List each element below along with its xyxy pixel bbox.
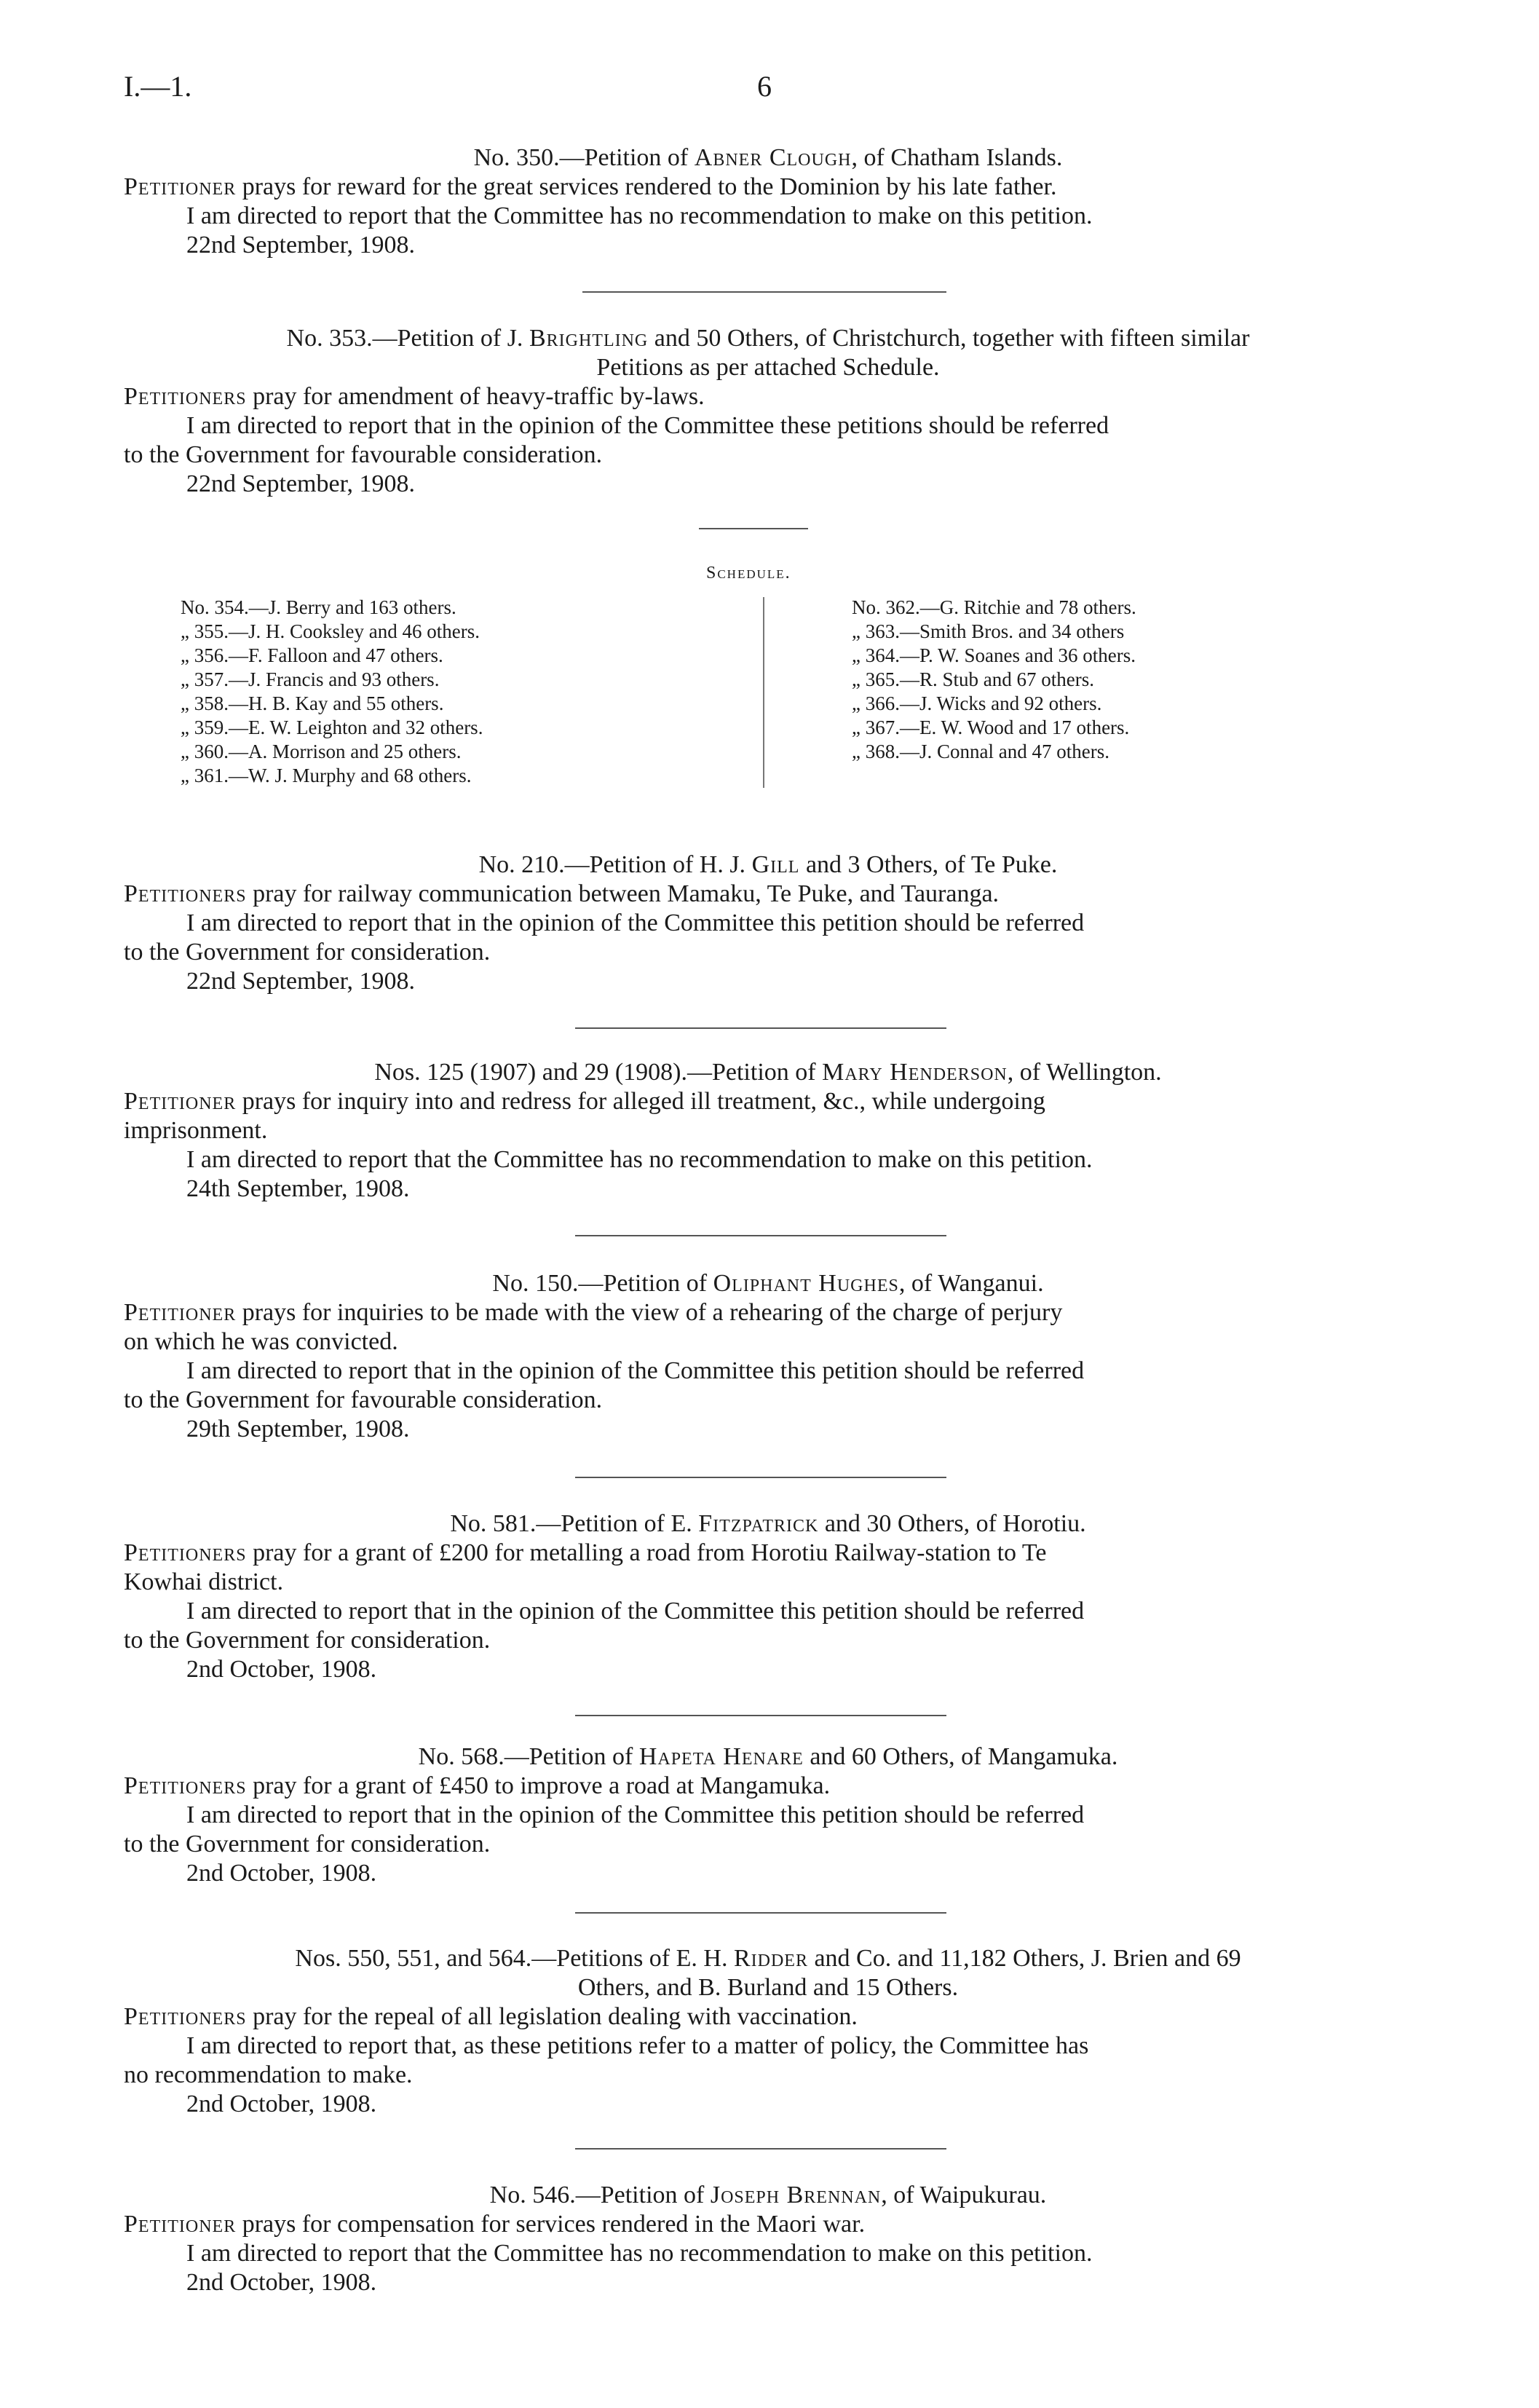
separator-rule [575,2148,946,2150]
schedule-divider [763,597,764,788]
petition-title: Nos. 125 (1907) and 29 (1908).—Petition of Mary Henderson, of Wellington. [374,1059,1162,1086]
separator-rule [582,291,946,293]
petition-prayer-continued: on which he was convicted. [124,1328,398,1355]
petition-report: I am directed to report that the Committee has no recommendation to make on this petition. [186,2240,1093,2267]
schedule-item: „ 361.—W. J. Murphy and 68 others. [181,765,472,786]
petition-date: 2nd October, 1908. [186,2269,377,2296]
petition-title: No. 150.—Petition of Oliphant Hughes, of Wanganui. [492,1270,1044,1297]
schedule-item: „ 359.—E. W. Leighton and 32 others. [181,717,483,738]
separator-rule [575,1027,946,1029]
petition-title-line2: Petitions as per attached Schedule. [596,354,940,381]
petition-report: I am directed to report that the Committee has no recommendation to make on this petition. [186,1146,1093,1173]
schedule-item: No. 362.—G. Ritchie and 78 others. [852,596,1136,618]
petition-prayer: Petitioner prays for compensation for services rendered in the Maori war. [124,2211,866,2238]
petition-title: No. 568.—Petition of Hapeta Henare and 60 Others, of Mangamuka. [418,1743,1118,1770]
petition-prayer-continued: Kowhai district. [124,1568,284,1595]
separator-rule [575,1912,946,1914]
petition-entry [124,324,1412,499]
schedule-item: „ 355.—J. H. Cooksley and 46 others. [181,620,480,642]
petition-report-continued: to the Government for consideration. [124,1627,491,1654]
petition-prayer: Petitioners pray for amendment of heavy-traffic by-laws. [124,383,705,410]
schedule-item: „ 358.—H. B. Kay and 55 others. [181,692,444,714]
petition-entry [124,1058,1412,1204]
petition-report-continued: to the Government for favourable consideration. [124,1386,603,1413]
petition-prayer: Petitioners pray for railway communication between Mamaku, Te Puke, and Tauranga. [124,880,1000,907]
petition-report-continued: to the Government for consideration. [124,1831,491,1858]
separator-rule [575,1477,946,1478]
petition-report: I am directed to report that in the opinion of the Committee this petition should be referred [186,909,1085,936]
petition-prayer: Petitioner prays for inquiry into and redress for alleged ill treatment, &c., while undergoing [124,1088,1045,1115]
petition-prayer: Petitioner prays for reward for the great services rendered to the Dominion by his late father. [124,173,1057,200]
schedule-item: „ 365.—R. Stub and 67 others. [852,668,1094,690]
petition-entry [124,1509,1412,1684]
petition-report: I am directed to report that, as these petitions refer to a matter of policy, the Committee has [186,2032,1089,2059]
petition-date: 22nd September, 1908. [186,968,416,995]
petition-report: I am directed to report that in the opinion of the Committee this petition should be referred [186,1801,1085,1828]
petition-prayer: Petitioner prays for inquiries to be made with the view of a rehearing of the charge of perjury [124,1299,1063,1326]
petition-report: I am directed to report that in the opinion of the Committee these petitions should be referred [186,412,1109,439]
petition-title-line2: Others, and B. Burland and 15 Others. [577,1974,959,2001]
schedule-item: „ 357.—J. Francis and 93 others. [181,668,440,690]
schedule-left-column [181,596,483,788]
schedule-item: „ 366.—J. Wicks and 92 others. [852,692,1102,714]
petition-title: No. 210.—Petition of H. J. Gill and 3 Others, of Te Puke. [478,851,1058,878]
schedule-item: „ 368.—J. Connal and 47 others. [852,741,1109,762]
petition-prayer: Petitioners pray for the repeal of all legislation dealing with vaccination. [124,2003,858,2030]
separator-rule [575,1235,946,1236]
page-number: 6 [757,70,772,103]
schedule-right-column [852,596,1136,764]
petition-entry [124,850,1412,996]
schedule-item: „ 364.—P. W. Soanes and 36 others. [852,644,1136,666]
petition-entry [124,1269,1412,1444]
schedule-title: Schedule. [706,564,791,583]
petition-report: I am directed to report that the Committee has no recommendation to make on this petition. [186,202,1093,229]
petition-date: 2nd October, 1908. [186,1656,377,1683]
schedule-item: „ 363.—Smith Bros. and 34 others [852,620,1125,642]
petition-entry [124,1944,1412,2119]
petition-entry [124,2181,1412,2297]
petition-title: No. 353.—Petition of J. Brightling and 50 Others, of Christchurch, together with fifteen similar [286,325,1250,352]
petition-report-continued: no recommendation to make. [124,2061,413,2088]
petition-prayer: Petitioners pray for a grant of £450 to improve a road at Mangamuka. [124,1772,831,1799]
petition-title: No. 546.—Petition of Joseph Brennan, of Waipukurau. [489,2182,1047,2208]
petition-entry [124,143,1412,260]
separator-rule [575,1715,946,1716]
petition-report-continued: to the Government for consideration. [124,939,491,966]
schedule-item: „ 367.—E. W. Wood and 17 others. [852,717,1130,738]
schedule-item: „ 356.—F. Falloon and 47 others. [181,644,443,666]
petition-report-continued: to the Government for favourable consideration. [124,441,603,468]
petition-date: 22nd September, 1908. [186,232,416,258]
petition-title: No. 350.—Petition of Abner Clough, of Chatham Islands. [473,144,1063,171]
separator-rule [699,528,808,529]
document-reference: I.—1. [124,70,192,103]
schedule-item: „ 360.—A. Morrison and 25 others. [181,741,462,762]
schedule-item: No. 354.—J. Berry and 163 others. [181,596,456,618]
petition-report: I am directed to report that in the opinion of the Committee this petition should be referred [186,1357,1085,1384]
petition-date: 2nd October, 1908. [186,1860,377,1887]
petition-title: No. 581.—Petition of E. Fitzpatrick and 30 Others, of Horotiu. [450,1510,1086,1537]
petition-date: 24th September, 1908. [186,1175,410,1202]
petition-date: 22nd September, 1908. [186,470,416,497]
petition-title: Nos. 550, 551, and 564.—Petitions of E. H. Ridder and Co. and 11,182 Others, J. Brien and 69 [295,1945,1241,1972]
petition-report: I am directed to report that in the opinion of the Committee this petition should be referred [186,1598,1085,1625]
petition-date: 2nd October, 1908. [186,2091,377,2117]
petition-prayer-continued: imprisonment. [124,1117,268,1144]
petition-prayer: Petitioners pray for a grant of £200 for metalling a road from Horotiu Railway-station to Te [124,1539,1047,1566]
petition-entry [124,1742,1412,1888]
petition-date: 29th September, 1908. [186,1416,410,1442]
